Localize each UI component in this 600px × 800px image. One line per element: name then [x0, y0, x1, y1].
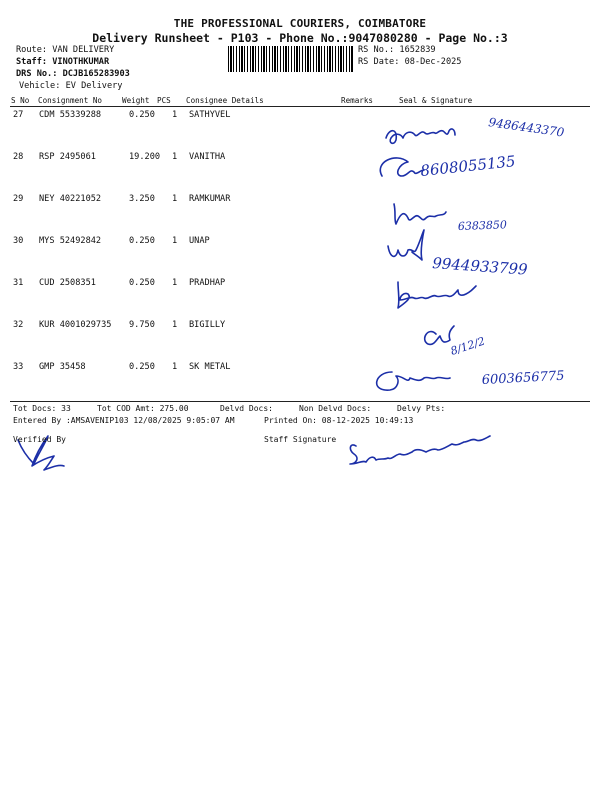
row-pcs: 1 — [172, 278, 178, 288]
row-weight: 3.250 — [129, 194, 155, 204]
rs-number: RS No.: 1652839 — [358, 45, 436, 55]
row-sno: 29 — [13, 194, 24, 204]
row-sno: 33 — [13, 362, 24, 372]
row-weight: 19.200 — [129, 152, 161, 162]
signature-row-32 — [425, 326, 454, 344]
row-consignee: BIGILLY — [189, 320, 226, 330]
staff-signature-label: Staff Signature — [264, 435, 337, 444]
footer-divider — [10, 401, 590, 402]
handwritten-phone-row-28: 8608055135 — [419, 152, 517, 180]
delvd-docs: Delvd Docs: — [220, 404, 273, 413]
row-weight: 0.250 — [129, 236, 155, 246]
signature-row-30 — [388, 230, 424, 260]
row-pcs: 1 — [172, 152, 178, 162]
col-pcs: PCS — [157, 96, 171, 105]
row-sno: 30 — [13, 236, 24, 246]
row-consignee: UNAP — [189, 236, 210, 246]
tot-cod-amt: Tot COD Amt: 275.00 — [97, 404, 189, 413]
route-text: Route: VAN DELIVERY — [16, 45, 115, 55]
delvy-pts: Delvy Pts: — [397, 404, 446, 413]
row-consignee: RAMKUMAR — [189, 194, 231, 204]
signature-row-29 — [394, 204, 446, 224]
row-consignee: SATHYVEL — [189, 110, 231, 120]
handwritten-phone-row-29: 6383850 — [457, 218, 508, 233]
row-weight: 0.250 — [129, 110, 155, 120]
row-sno: 27 — [13, 110, 24, 120]
company-title: THE PROFESSIONAL COURIERS, COIMBATORE — [173, 17, 427, 30]
col-weight: Weight — [122, 96, 150, 105]
row-consignment: NEY 40221052 — [39, 194, 102, 204]
non-delvd-docs: Non Delvd Docs: — [299, 404, 372, 413]
staff-text: Staff: VINOTHKUMAR — [16, 57, 110, 67]
verified-by-label: Verified By — [13, 435, 66, 444]
row-consignment: RSP 2495061 — [39, 152, 96, 162]
row-pcs: 1 — [172, 194, 178, 204]
signature-row-28 — [380, 158, 424, 176]
drs-number: DRS No.: DCJB165283903 — [16, 69, 130, 79]
signature-row-27 — [386, 129, 455, 143]
row-weight: 0.250 — [129, 362, 155, 372]
row-sno: 28 — [13, 152, 24, 162]
row-pcs: 1 — [172, 236, 178, 246]
row-consignment: KUR 4001029735 — [39, 320, 112, 330]
vehicle-text: Vehicle: EV Delivery — [19, 81, 123, 91]
handwritten-phone-row-27: 9486443370 — [487, 115, 566, 140]
row-weight: 9.750 — [129, 320, 155, 330]
handwritten-phone-row-30: 9944933799 — [431, 254, 529, 279]
col-consignment: Consignment No — [38, 96, 103, 105]
signature-row-33 — [377, 372, 450, 390]
row-sno: 32 — [13, 320, 24, 330]
row-sno: 31 — [13, 278, 24, 288]
col-consignee: Consignee Details — [186, 96, 264, 105]
entered-by: Entered By :AMSAVENIP103 12/08/2025 9:05:07 AM — [13, 416, 235, 425]
row-consignee: PRADHAP — [189, 278, 226, 288]
col-sno: S No — [11, 96, 30, 105]
row-pcs: 1 — [172, 110, 178, 120]
row-pcs: 1 — [172, 320, 178, 330]
handwritten-phone-row-33: 6003656775 — [481, 368, 565, 388]
printed-on: Printed On: 08-12-2025 10:49:13 — [264, 416, 414, 425]
runsheet-subtitle: Delivery Runsheet - P103 - Phone No.:9047080280 - Page No.:3 — [92, 31, 508, 45]
handwritten-date-row-32: 8/12/2 — [448, 334, 487, 358]
row-consignment: GMP 35458 — [39, 362, 86, 372]
signature-row-31 — [398, 282, 476, 308]
col-remarks: Remarks — [341, 96, 374, 105]
tot-docs: Tot Docs: 33 — [13, 404, 71, 413]
row-consignment: CUD 2508351 — [39, 278, 96, 288]
row-consignment: MYS 52492842 — [39, 236, 102, 246]
row-pcs: 1 — [172, 362, 178, 372]
row-consignee: VANITHA — [189, 152, 226, 162]
row-consignment: CDM 55339288 — [39, 110, 102, 120]
row-weight: 0.250 — [129, 278, 155, 288]
row-consignee: SK METAL — [189, 362, 231, 372]
staff-signature-mark — [350, 436, 490, 464]
col-seal-signature: Seal & Signature — [399, 96, 473, 105]
rs-date: RS Date: 08-Dec-2025 — [358, 57, 462, 67]
